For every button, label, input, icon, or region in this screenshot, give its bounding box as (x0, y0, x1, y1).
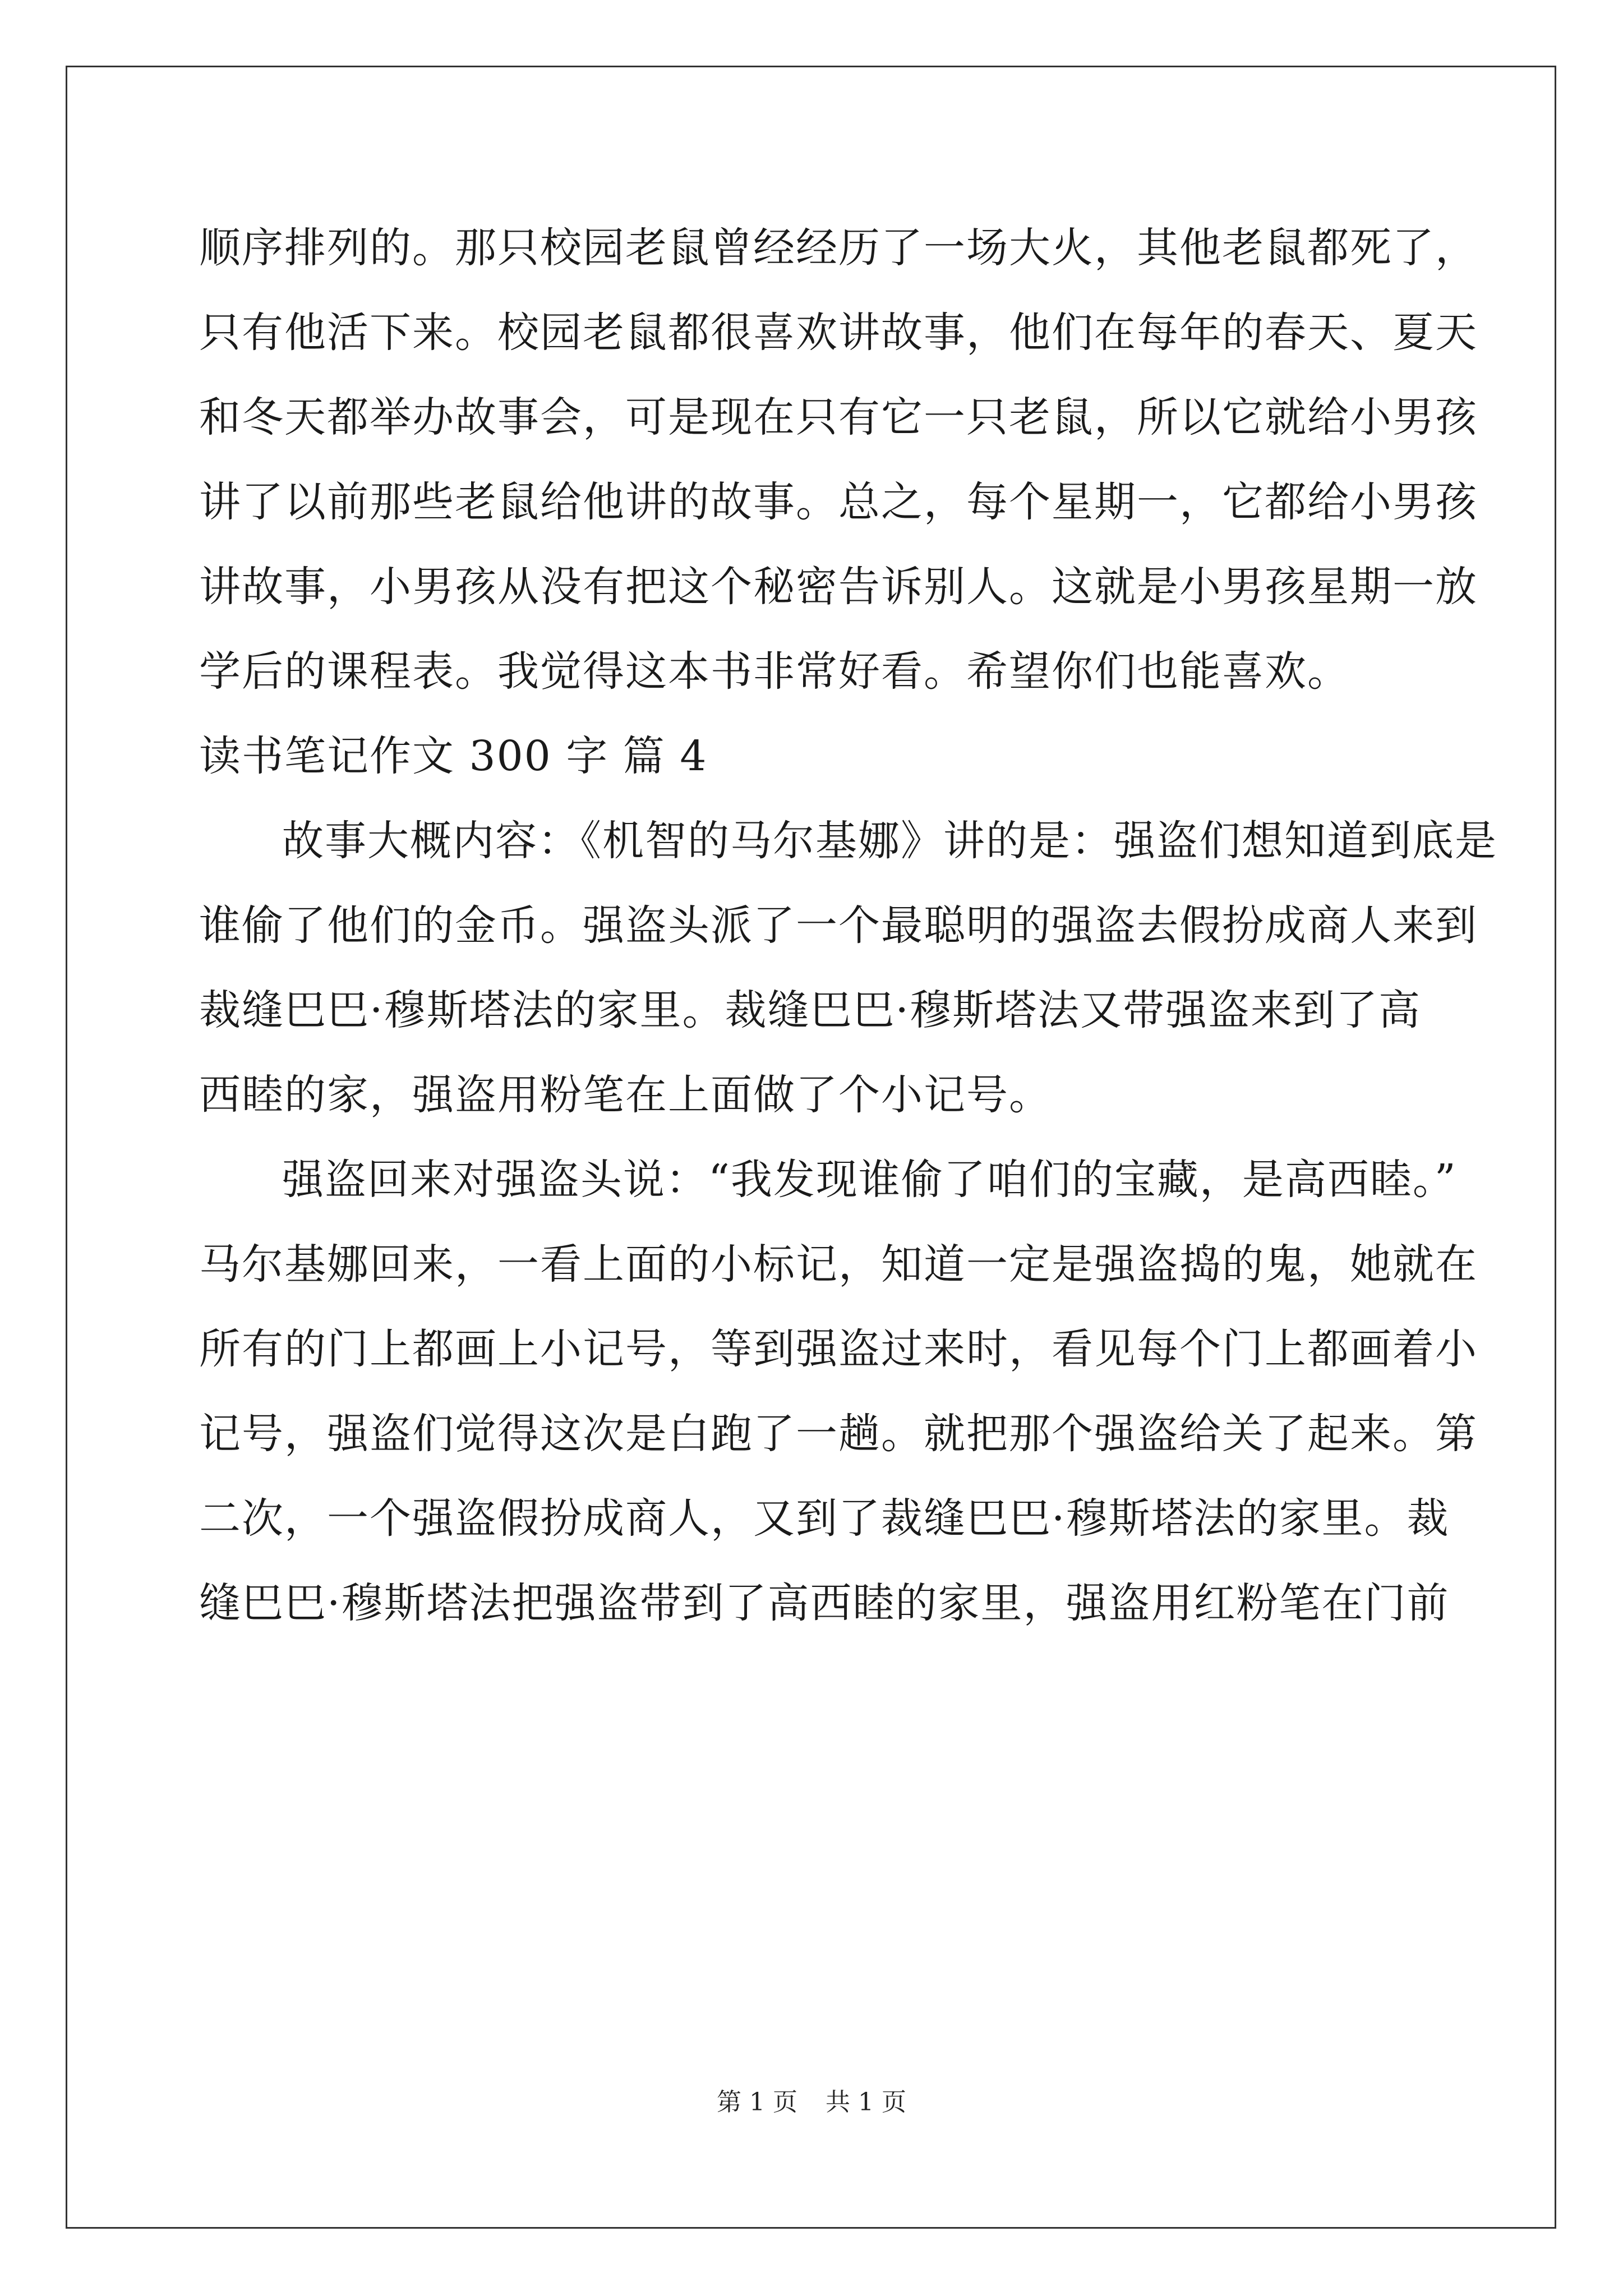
text-line: 故事大概内容：《机智的马尔基娜》讲的是：强盗们想知道到底是 (282, 817, 1497, 865)
text-line: 谁偷了他们的金币。强盗头派了一个最聪明的强盗去假扮成商人来到 (199, 901, 1478, 950)
text-line: 和冬天都举办故事会，可是现在只有它一只老鼠，所以它就给小男孩 (199, 393, 1478, 441)
text-line: 讲故事，小男孩从没有把这个秘密告诉别人。这就是小男孩星期一放 (199, 563, 1478, 611)
text-line: 记号，强盗们觉得这次是白跑了一趟。就把那个强盗给关了起来。第 (199, 1410, 1478, 1458)
page-total: 共 1 页 (826, 2088, 906, 2116)
text-line: 强盗回来对强盗头说：“我发现谁偷了咱们的宝藏，是高西睦。” (282, 1156, 1457, 1204)
text-line: 马尔基娜回来，一看上面的小标记，知道一定是强盗捣的鬼，她就在 (199, 1240, 1478, 1289)
document-body (199, 206, 1497, 1646)
text-line: 只有他活下来。校园老鼠都很喜欢讲故事，他们在每年的春天、夏天 (199, 309, 1478, 357)
section-heading: 读书笔记作文 300 字 篇 4 (199, 732, 708, 780)
text-line: 学后的课程表。我觉得这本书非常好看。希望你们也能喜欢。 (199, 647, 1350, 696)
text-line: 顺序排列的。那只校园老鼠曾经经历了一场大火，其他老鼠都死了， (199, 224, 1478, 272)
page-footer (0, 2086, 1623, 2119)
text-line: 缝巴巴·穆斯塔法把强盗带到了高西睦的家里，强盗用红粉笔在门前 (199, 1579, 1450, 1627)
text-line: 西睦的家，强盗用粉笔在上面做了个小记号。 (199, 1071, 1052, 1119)
text-line: 二次，一个强盗假扮成商人，又到了裁缝巴巴·穆斯塔法的家里。裁 (199, 1494, 1450, 1543)
text-line: 裁缝巴巴·穆斯塔法的家里。裁缝巴巴·穆斯塔法又带强盗来到了高 (199, 986, 1422, 1034)
text-line: 讲了以前那些老鼠给他讲的故事。总之，每个星期一，它都给小男孩 (199, 478, 1478, 526)
page-number: 第 1 页 (717, 2088, 797, 2116)
text-line: 所有的门上都画上小记号，等到强盗过来时，看见每个门上都画着小 (199, 1325, 1478, 1373)
